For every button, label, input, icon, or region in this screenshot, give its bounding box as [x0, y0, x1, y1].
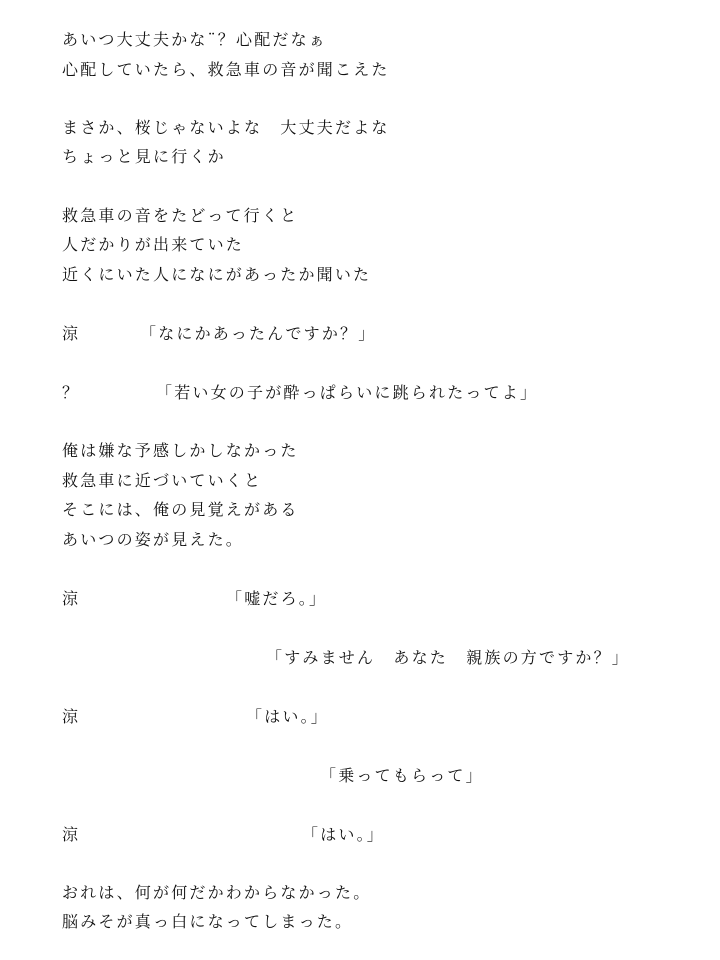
speaker-label: ？ — [62, 383, 81, 402]
narration-line: そこには、俺の見覚えがある — [62, 500, 299, 519]
dialogue-line: 「嘘だろ。」 — [226, 589, 328, 608]
dialogue-line: 「すみません あなた 親族の方ですか？」 — [266, 648, 631, 667]
dialogue-line: 「なにかあったんですか？」 — [140, 324, 377, 343]
speaker-label: 涼 — [62, 324, 81, 343]
narration-line: 人だかりが出来ていた — [62, 235, 245, 254]
narration-line: 救急車の音をたどって行くと — [62, 206, 299, 225]
narration-line: ちょっと見に行くか — [62, 147, 226, 166]
narration-line: おれは、何が何だかわからなかった。 — [62, 883, 372, 902]
dialogue-line: 「はい。」 — [246, 707, 330, 726]
speaker-label: 涼 — [62, 589, 81, 608]
narration-line: あいつ大丈夫かな¨？心配だなぁ — [62, 30, 328, 49]
speaker-label: 涼 — [62, 707, 81, 726]
narration-line: 脳みそが真っ白になってしまった。 — [62, 912, 354, 931]
dialogue-line: 「若い女の子が酔っぱらいに跳られたってよ」 — [156, 383, 539, 402]
narration-line: 心配していたら、救急車の音が聞こえた — [62, 60, 390, 79]
speaker-label: 涼 — [62, 825, 81, 844]
narration-line: 俺は嫌な予感しかしなかった — [62, 441, 299, 460]
narration-line: あいつの姿が見えた。 — [62, 530, 245, 549]
narration-line: 近くにいた人になにがあったか聞いた — [62, 265, 372, 284]
dialogue-line: 「乗ってもらって」 — [320, 766, 484, 785]
narration-line: 救急車に近づいていくと — [62, 471, 263, 490]
narration-line: まさか、桜じゃないよな 大丈夫だよな — [62, 118, 390, 137]
dialogue-line: 「はい。」 — [302, 825, 386, 844]
